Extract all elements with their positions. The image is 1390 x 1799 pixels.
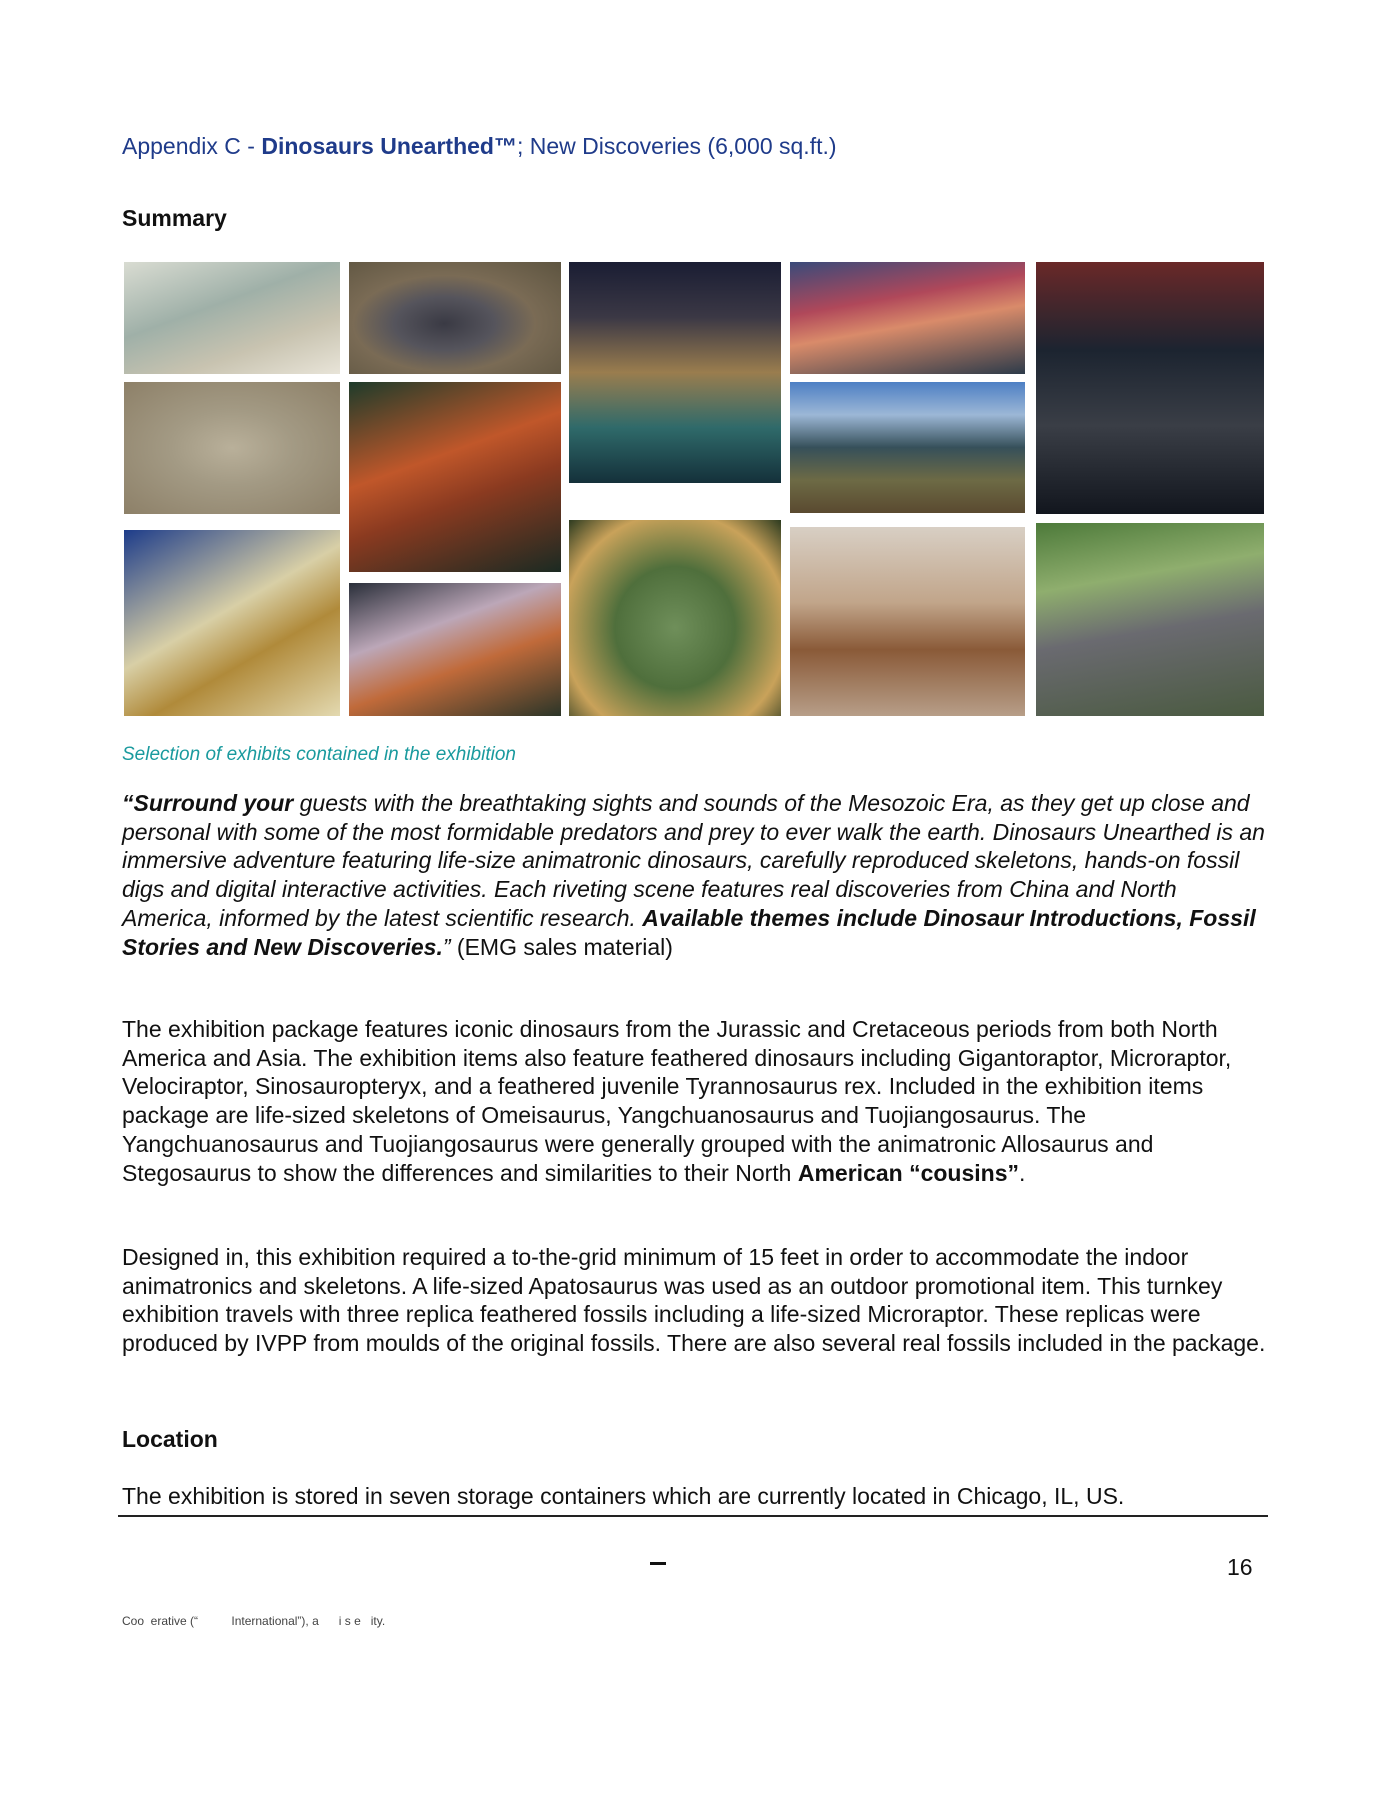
appendix-heading [122, 133, 837, 160]
pterosaur-perch-photo [124, 530, 340, 716]
package-text: The exhibition package features iconic dinosaurs from the Jurassic and Cretaceous periods from both North America and Asia. The exhibition items also feature feathered dinosaurs including Gigantoraptor, Microraptor, Velociraptor, Sinosauropteryx, and a feathered juvenile Tyrannosaurus rex. Included in the exhibition items package are life-sized skeletons of Omeisaurus, Yangchuanosaurus and Tuojiangosaurus. The Yangchuanosaurus and Tuojiangosaurus were generally grouped with the animatronic Allosaurus and Stegosaurus to show the differences and similarities to their North [122, 1016, 1232, 1186]
sales-quote-paragraph [122, 789, 1270, 961]
protoceratops-head-photo [569, 520, 781, 716]
summary-heading: Summary [122, 205, 227, 231]
quote-themes: Available themes include Dinosaur Introductions, Fossil Stories and New Discoveries. [122, 904, 1256, 960]
exhibit-photo-collage [124, 262, 1264, 716]
microraptor-fossil-photo [124, 382, 340, 514]
design-paragraph: Designed in, this exhibition required a to-the-grid minimum of 15 feet in order to accommodate the indoor animatronics and skeletons. A life-sized Apatosaurus was used as an outdoor promotional item. This turnkey exhibition travels with three replica feathered fossils including a life-sized Microraptor. These replicas were produced by IVPP from moulds of the original fossils. There are also several real fossils included in the package. [122, 1244, 1266, 1357]
animatronic-theropod-red-photo [790, 262, 1025, 374]
triceratops-outdoor-photo [1036, 523, 1264, 716]
ceratosaurus-display-photo [349, 583, 561, 716]
package-end-bold: American “cousins” [797, 1159, 1020, 1186]
location-paragraph: The exhibition is stored in seven storage containers which are currently located in Chicago, IL, US. [122, 1483, 1125, 1509]
heading-prefix: Appendix C - [122, 133, 262, 159]
page-number: 16 [1227, 1554, 1253, 1580]
quote-close: ” [442, 933, 451, 960]
quote-source: (EMG sales material) [450, 933, 673, 960]
fossil-slab-feathered-photo [124, 262, 340, 374]
heading-suffix: ; New Discoveries (6,000 sq.ft.) [516, 133, 837, 159]
exhibit-kiosk-photo [1036, 262, 1264, 514]
footer-dash [650, 1562, 666, 1565]
location-heading: Location [122, 1426, 218, 1452]
footer-note: Coo erative (“ International”), a i s e ity. [122, 1614, 386, 1628]
package-end: . [1019, 1159, 1026, 1186]
collage-caption: Selection of exhibits contained in the exhibition [122, 744, 516, 765]
heading-title-bold: Dinosaurs Unearthed™ [261, 133, 517, 159]
package-paragraph [122, 1015, 1270, 1187]
quote-body: guests with the breathtaking sights and sounds of the Mesozoic Era, as they get up close and personal with some of the most formidable predators and prey to ever walk the earth. Dinosaurs Unearthed is an immersive adventure featuring life-size animatronic dinosaurs, carefully reproduced skeletons, hands-on fossil digs and digital interactive activities. Each riveting scene features real discoveries from China and North America, informed by the latest scientific research. [122, 790, 1265, 931]
allosaurus-skeleton-photo [569, 262, 781, 483]
plesiosaur-outdoor-photo [790, 382, 1025, 513]
quote-lead: “Surround your [122, 790, 294, 816]
footer-rule [118, 1515, 1268, 1517]
dunkleosteus-fish-photo [349, 262, 561, 374]
dilophosaurus-animatronic-photo [349, 382, 561, 572]
stegosaurus-skeleton-photo [790, 527, 1025, 716]
